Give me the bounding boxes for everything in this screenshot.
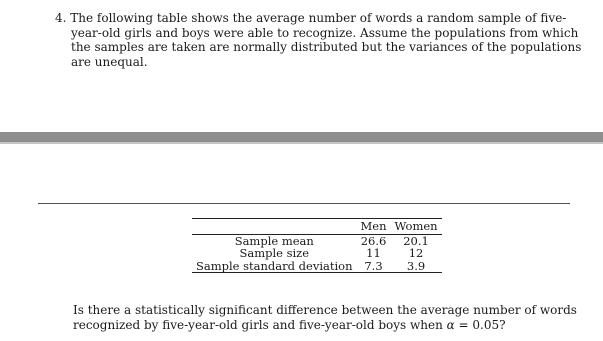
horizontal-rule	[38, 203, 570, 204]
cell-men: 26.6	[360, 233, 387, 248]
table-row	[192, 247, 442, 260]
cell-women: 20.1	[403, 233, 429, 248]
table-row	[192, 260, 442, 273]
row-label: Sample mean	[234, 233, 314, 248]
cell-men: 11	[366, 246, 381, 260]
column-header-women: Women	[391, 219, 442, 235]
problem-number: 4.	[55, 11, 67, 25]
cell-men: 7.3	[357, 260, 391, 273]
row-label: Sample standard deviation	[192, 260, 357, 273]
table-header-row	[192, 219, 442, 235]
table-row	[192, 234, 442, 247]
table-header-blank	[192, 219, 357, 235]
question-paragraph	[73, 303, 585, 332]
question-text-after: = 0.05?	[454, 317, 506, 332]
column-header-men: Men	[357, 219, 391, 235]
statistics-table	[192, 218, 442, 273]
problem-paragraph	[55, 11, 585, 69]
question-text-before: Is there a statistically significant difference between the average number of words recognized by five-year-old girls and five-year-old boys when	[73, 303, 577, 332]
cell-women: 3.9	[391, 260, 442, 273]
problem-text: The following table shows the average number of words a random sample of five-year-old girls and boys were able to recognize. Assume the populations from which the samples are taken are normally distributed but the variances of the populations are unequal.	[70, 11, 582, 69]
alpha-symbol: α	[446, 317, 455, 332]
row-label: Sample size	[239, 246, 310, 260]
page-divider-band	[0, 132, 603, 142]
problem-statement	[55, 11, 585, 69]
cell-women: 12	[408, 246, 424, 260]
